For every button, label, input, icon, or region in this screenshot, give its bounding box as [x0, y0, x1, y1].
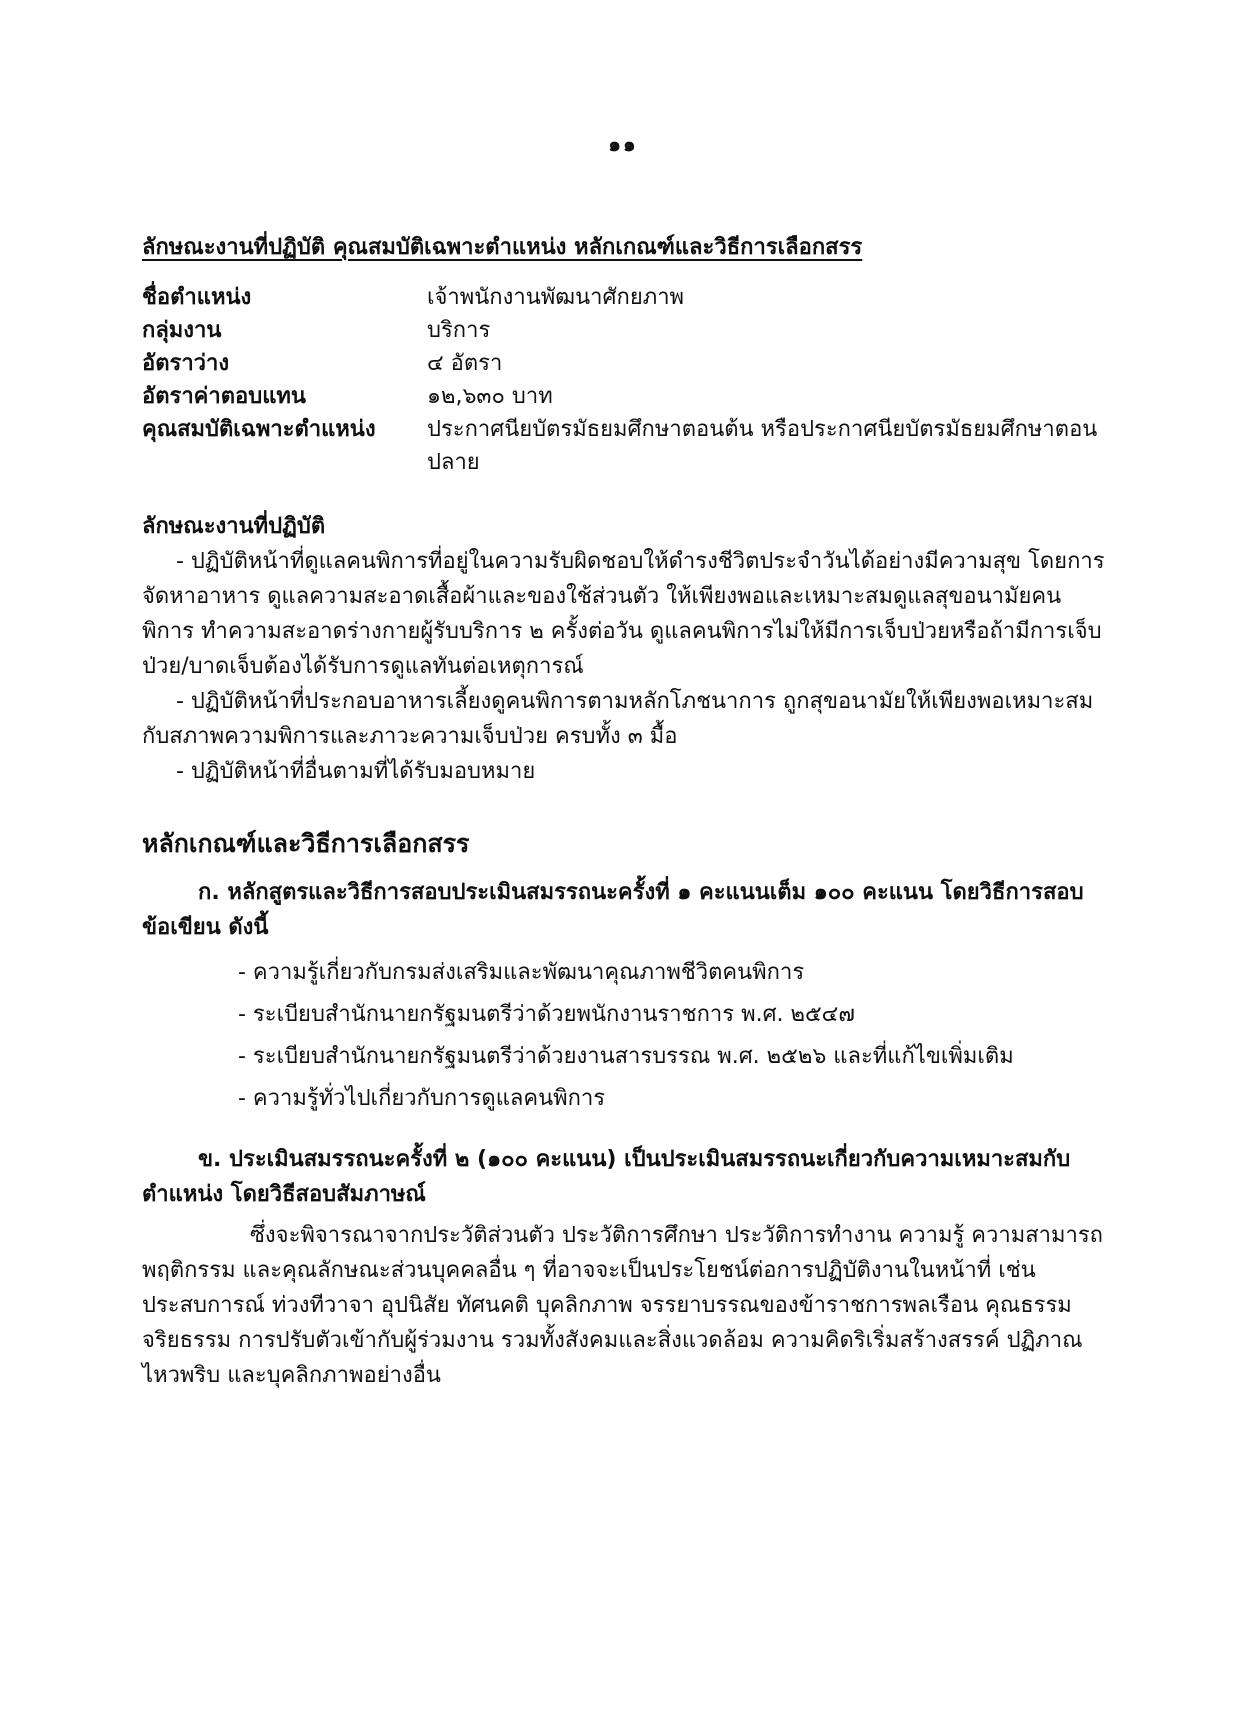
field-row-vacancies	[142, 347, 1110, 380]
field-row-work-group	[142, 314, 1110, 347]
field-value: ๔ อัตรา	[427, 351, 503, 376]
field-row-position-name	[142, 281, 1110, 314]
exam-subject-item: - ความรู้เกี่ยวกับกรมส่งเสริมและพัฒนาคุณภาพชีวิตคนพิการ	[238, 960, 805, 985]
duty-item: - ปฏิบัติหน้าที่ประกอบอาหารเลี้ยงดูคนพิการตามหลักโภชนาการ ถูกสุขอนามัยให้เพียงพอเหมาะสมกับสภาพความพิการและภาวะความเจ็บป่วย ครบทั้ง ๓ มื้อ	[142, 689, 1094, 749]
selection-part-a-heading: ก. หลักสูตรและวิธีการสอบประเมินสมรรถนะครั้งที่ ๑ คะแนนเต็ม ๑๐๐ คะแนน โดยวิธีการสอบข้อเขียน ดังนี้	[142, 880, 1084, 940]
exam-subject-item: - ระเบียบสำนักนายกรัฐมนตรีว่าด้วยพนักงานราชการ พ.ศ. ๒๕๔๗	[238, 1002, 855, 1027]
page-number: ๑๑	[608, 132, 638, 156]
field-label: อัตราว่าง	[142, 351, 230, 376]
duty-item: - ปฏิบัติหน้าที่ดูแลคนพิการที่อยู่ในความรับผิดชอบให้ดำรงชีวิตประจำวันได้อย่างมีความสุข โดยการจัดหาอาหาร ดูแลความสะอาดเสื้อผ้าและของใช้ส่วนตัว ให้เพียงพอและเหมาะสมดูแลสุขอนามัยคนพิการ ทำความสะอาดร่างกายผู้รับบริการ ๒ ครั้งต่อวัน ดูแลคนพิการไม่ให้มีการเจ็บป่วยหรือถ้ามีการเจ็บป่วย/บาดเจ็บต้องได้รับการดูแลทันต่อเหตุการณ์	[142, 549, 1105, 679]
field-value: เจ้าพนักงานพัฒนาศักยภาพ	[427, 285, 685, 310]
field-row-compensation	[142, 380, 1110, 413]
field-value: บริการ	[427, 318, 491, 343]
duties-section-heading: ลักษณะงานที่ปฏิบัติ	[142, 514, 326, 539]
duties-list	[142, 544, 1110, 789]
field-row-qualifications	[142, 413, 1110, 479]
field-value: ประกาศนียบัตรมัธยมศึกษาตอนต้น หรือประกาศนียบัตรมัธยมศึกษาตอนปลาย	[427, 417, 1098, 475]
document-title: ลักษณะงานที่ปฏิบัติ คุณสมบัติเฉพาะตำแหน่ง หลักเกณฑ์และวิธีการเลือกสรร	[142, 235, 863, 260]
field-label: คุณสมบัติเฉพาะตำแหน่ง	[142, 417, 376, 442]
document-content	[142, 0, 1110, 1393]
duty-item: - ปฏิบัติหน้าที่อื่นตามที่ได้รับมอบหมาย	[176, 759, 536, 784]
field-value: ๑๒,๖๓๐ บาท	[427, 384, 553, 409]
exam-subject-list	[142, 955, 1110, 1116]
selection-section-heading: หลักเกณฑ์และวิธีการเลือกสรร	[142, 829, 470, 858]
position-fields	[142, 281, 1110, 479]
field-label: อัตราค่าตอบแทน	[142, 384, 306, 409]
exam-subject-item: - ความรู้ทั่วไปเกี่ยวกับการดูแลคนพิการ	[238, 1086, 606, 1111]
selection-part-b-detail: ซึ่งจะพิจารณาจากประวัติส่วนตัว ประวัติการศึกษา ประวัติการทำงาน ความรู้ ความสามารถ พฤติกรรม และคุณลักษณะส่วนบุคคลอื่น ๆ ที่อาจจะเป็นประโยชน์ต่อการปฏิบัติงานในหน้าที่ เช่น ประสบการณ์ ท่วงทีวาจา อุปนิสัย ทัศนคติ บุคลิกภาพ จรรยาบรรณของข้าราชการพลเรือน คุณธรรม จริยธรรม การปรับตัวเข้ากับผู้ร่วมงาน รวมทั้งสังคมและสิ่งแวดล้อม ความคิดริเริ่มสร้างสรรค์ ปฏิภาณไหวพริบ และบุคลิกภาพอย่างอื่น	[142, 1223, 1103, 1388]
field-label: กลุ่มงาน	[142, 318, 222, 343]
field-label: ชื่อตำแหน่ง	[142, 285, 252, 310]
exam-subject-item: - ระเบียบสำนักนายกรัฐมนตรีว่าด้วยงานสารบรรณ พ.ศ. ๒๕๒๖ และที่แก้ไขเพิ่มเติม	[238, 1044, 1014, 1069]
selection-part-b-heading: ข. ประเมินสมรรถนะครั้งที่ ๒ (๑๐๐ คะแนน) เป็นประเมินสมรรถนะเกี่ยวกับความเหมาะสมกับตำแหน่ง โดยวิธีสอบสัมภาษณ์	[142, 1147, 1071, 1207]
